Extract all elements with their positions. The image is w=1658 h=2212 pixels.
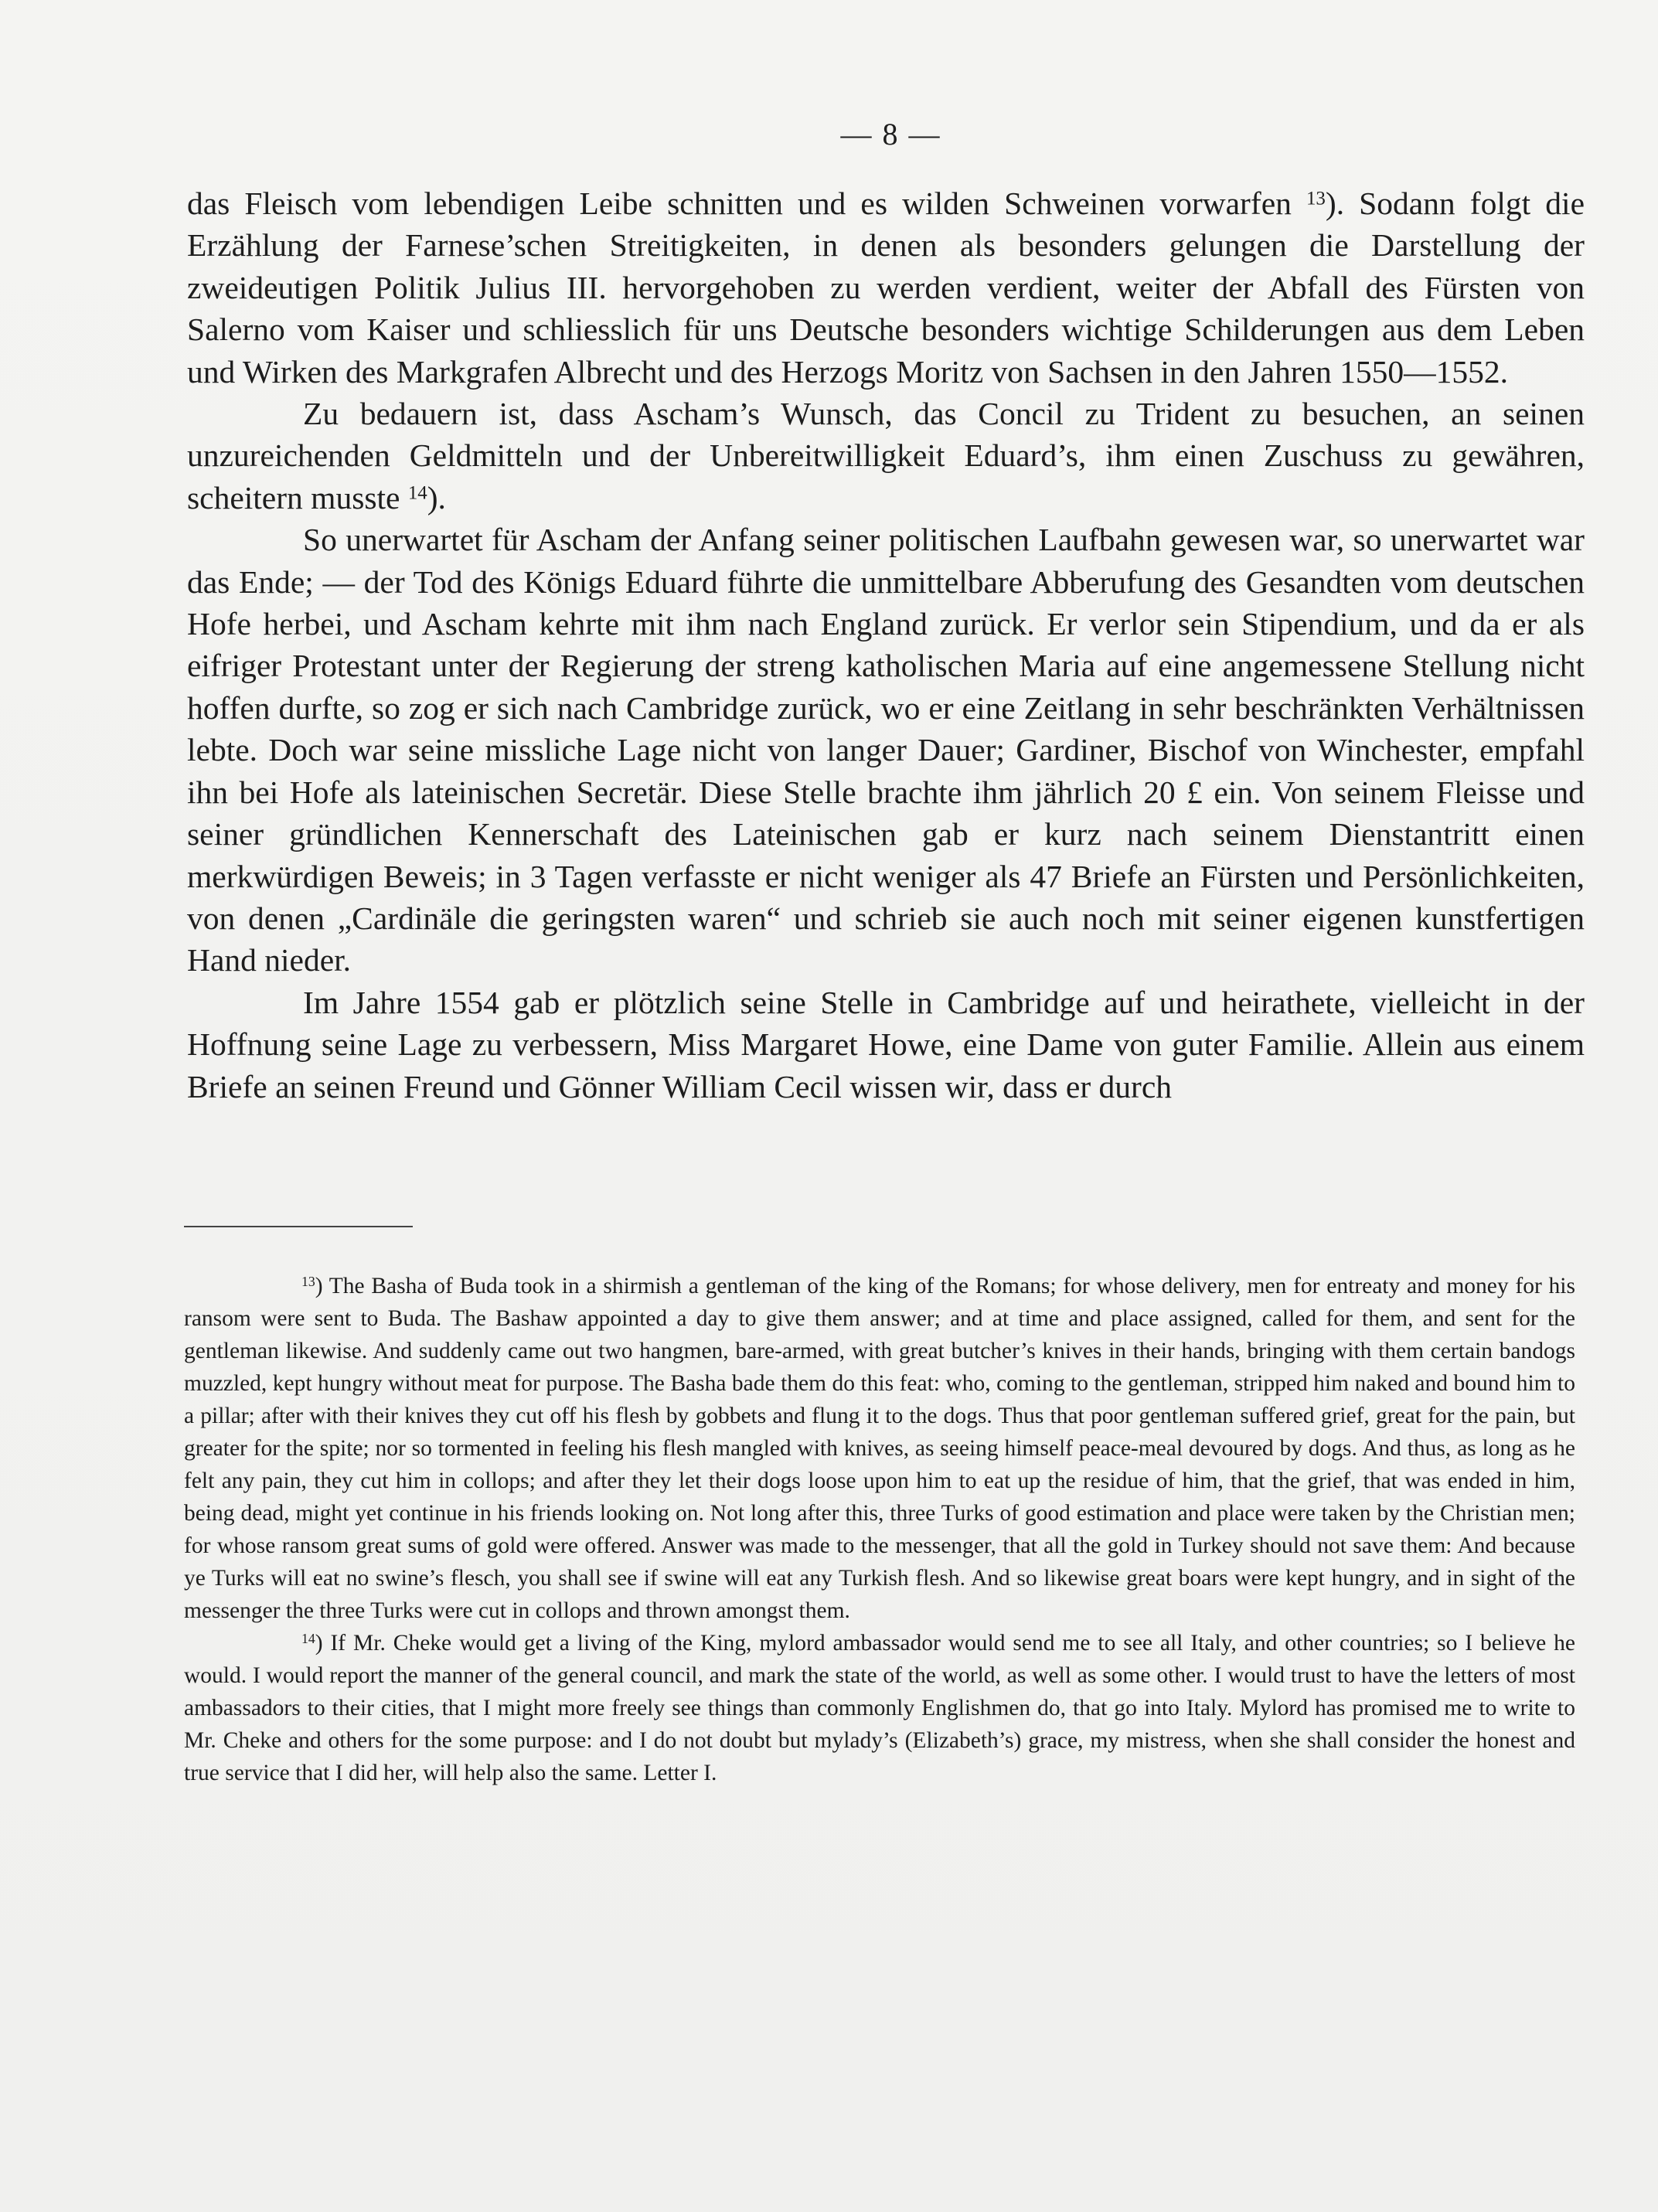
- footnote-ref-14: 14: [407, 482, 427, 504]
- footnotes: [184, 1270, 1575, 1789]
- paragraph-3: So unerwartet für Ascham der Anfang seiner politischen Laufbahn gewesen war, so unerwartet war das Ende; — der Tod des Königs Eduard führte die unmittelbare Abberufung des Gesandten vom deutschen Hofe herbei, und Ascham kehrte mit ihm nach England zurück. Er verlor sein Stipendium, und da er als eifriger Protestant unter der Regierung der streng katholischen Maria auf eine angemessene Stellung nicht hoffen durfte, so zog er sich nach Cambridge zurück, wo er eine Zeitlang in sehr beschränkten Verhältnissen lebte. Doch war seine missliche Lage nicht von langer Dauer; Gardiner, Bischof von Winchester, empfahl ihn bei Hofe als lateinischen Secretär. Diese Stelle brachte ihm jährlich 20 £ ein. Von seinem Fleisse und seiner gründlichen Kennerschaft des Lateinischen gab er kurz nach seinem Dienstantritt einen merkwürdigen Beweis; in 3 Tagen verfasste er nicht weniger als 47 Briefe an Fürsten und Persönlichkeiten, von denen „Cardinäle die geringsten waren“ und schrieb sie auch noch mit seiner eigenen kunstfertigen Hand nieder.: [187, 522, 1585, 978]
- paragraph-1: [187, 182, 1585, 393]
- footnote-14: [184, 1627, 1575, 1789]
- footnote-ref-13: 13: [1306, 188, 1326, 209]
- paragraph-1-text: das Fleisch vom lebendigen Leibe schnitten und es wilden Schweinen vorwarfen: [187, 185, 1306, 221]
- footnote-marker-13: 13: [301, 1274, 315, 1290]
- paragraph-2: [187, 393, 1585, 519]
- page-number: — 8 —: [840, 117, 941, 151]
- footnote-13: [184, 1270, 1575, 1627]
- footnote-divider: [184, 1226, 413, 1227]
- body-text: [187, 182, 1585, 1108]
- paragraph-2-text: Zu bedauern ist, dass Ascham’s Wunsch, das Concil zu Trident zu besuchen, an seinen unzureichenden Geldmitteln und der Unbereitwilligkeit Eduard’s, ihm einen Zuschuss zu gewähren, scheitern musste: [187, 396, 1585, 516]
- footnote-14-text: ) If Mr. Cheke would get a living of the King, mylord ambassador would send me to see all Italy, and other countries; so I believe he would. I would report the manner of the general council, and mark the state of the world, as well as some other. I would trust to have the letters of most ambassadors to their cities, that I might more freely see things than commonly Englishmen do, that go into Italy. Mylord has promised me to write to Mr. Cheke and others for the some purpose: and I do not doubt but mylady’s (Elizabeth’s) grace, my mistress, when she shall consider the honest and true service that I did her, will help also the same. Letter I.: [184, 1631, 1575, 1785]
- paragraph-2-text-cont: ).: [427, 479, 446, 516]
- footnote-marker-14: 14: [301, 1631, 315, 1647]
- footnote-13-text: ) The Basha of Buda took in a shirmish a gentleman of the king of the Romans; for whose delivery, men for entreaty and money for his ransom were sent to Buda. The Bashaw appointed a day to give them answer; and at time and place assigned, called for them, and sent for the gentleman likewise. And suddenly came out two hangmen, bare-armed, with great butcher’s knives in their hands, bringing with them certain bandogs muzzled, kept hungry without meat for purpose. The Basha bade them do this feat: who, coming to the gentleman, stripped him naked and bound him to a pillar; after with their knives they cut off his flesh by gobbets and flung it to the dogs. Thus that poor gentleman suffered grief, great for the pain, but greater for the spite; nor so tormented in feeling his flesh mangled with knives, as seeing himself peace-meal devoured by dogs. And thus, as long as he felt any pain, they cut him in collops; and after they let their dogs loose upon him to eat up the residue of him, that the grief, that was ended in him, being dead, might yet continue in his friends looking on. Not long after this, three Turks of good estimation and place were taken by the Christian men; for whose ransom great sums of gold were offered. Answer was made to the messenger, that all the gold in Turkey should not save them: And because ye Turks will eat no swine’s flesch, you shall see if swine will eat any Turkish flesh. And so likewise great boars were kept hungry, and in sight of the messenger the three Turks were cut in collops and thrown amongst them.: [184, 1274, 1575, 1623]
- paragraph-4: Im Jahre 1554 gab er plötzlich seine Stelle in Cambridge auf und heirathete, vielleicht in der Hoffnung seine Lage zu verbessern, Miss Margaret Howe, eine Dame von guter Familie. Allein aus einem Briefe an seinen Freund und Gönner William Cecil wissen wir, dass er durch: [187, 984, 1585, 1104]
- paragraph-1-text-cont: ). Sodann folgt die Erzählung der Farnese’schen Streitigkeiten, in denen als besonders gelungen die Darstellung der zweideutigen Politik Julius III. hervorgehoben zu werden verdient, weiter der Abfall des Fürsten von Salerno vom Kaiser und schliesslich für uns Deutsche besonders wichtige Schilderungen aus dem Leben und Wirken des Markgrafen Albrecht und des Herzogs Moritz von Sachsen in den Jahren 1550—1552.: [187, 185, 1585, 390]
